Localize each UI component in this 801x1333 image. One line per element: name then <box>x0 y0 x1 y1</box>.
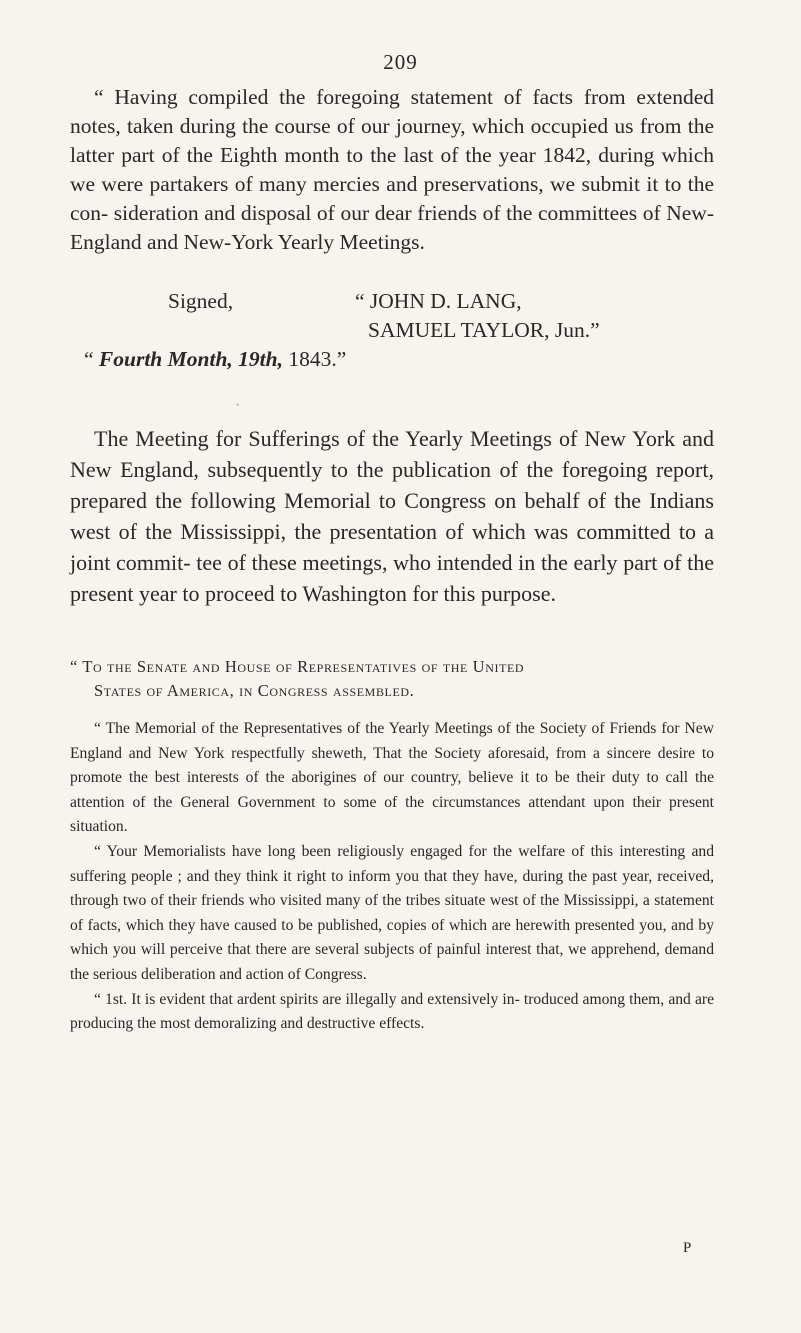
stray-mark: • <box>236 400 240 410</box>
memorial-heading-line-2: States of America, in Congress assembled. <box>94 681 415 700</box>
signed-label: Signed, <box>168 289 234 313</box>
letter-date <box>84 345 346 374</box>
memorial-paragraph-3: “ 1st. It is evident that ardent spirits are illegally and extensively in- troduced among them, and are producing the most demoralizing and destructive effects. <box>70 990 714 1033</box>
date-prefix: “ <box>84 347 94 371</box>
signer-john-d-lang: “ JOHN D. LANG, <box>355 289 522 313</box>
memorial-body <box>70 717 714 1037</box>
page-number: 209 <box>383 50 418 74</box>
signature-mark: P <box>683 1240 692 1256</box>
letter-paragraph <box>70 83 714 257</box>
date-year: 1843.” <box>288 347 347 371</box>
signature-block <box>70 287 714 377</box>
memorial-heading-line-1: “ To the Senate and House of Representatives of the United <box>70 657 525 676</box>
narrative-paragraph <box>70 423 714 609</box>
memorial-paragraph-1: “ The Memorial of the Representatives of the Yearly Meetings of the Society of Friends for New England and New York respectfully sheweth, That the Society aforesaid, from a sincere desire to promote the best interests of the aborigines of our country, believe it to be their duty to call the attention of the General Government to some of the circumstances attendant upon their present situation. <box>70 720 714 836</box>
signer-samuel-taylor: SAMUEL TAYLOR, Jun.” <box>368 318 600 342</box>
memorial-heading <box>70 655 714 703</box>
memorial-paragraph-2: “ Your Memorialists have long been religiously engaged for the welfare of this interesting and suffering people ; and they think it right to inform you that they have, during the past year, received, through two of their friends who visited many of the tribes situate west of the Mississippi, a statement of facts, which they have caused to be published, copies of which are herewith presented you, and by which you will perceive that there are several subjects of painful interest that, we apprehend, demand the serious deliberation and action of Congress. <box>70 842 714 983</box>
narrative-text: The Meeting for Sufferings of the Yearly Meetings of New York and New England, subsequently to the publication of the foregoing report, prepared the following Memorial to Congress on behalf of the Indians west of the Mississippi, the presentation of which was committed to a joint commit- tee of these meetings, who intended in the early part of the present year to proceed to Washington for this purpose. <box>70 426 714 606</box>
date-italic: Fourth Month, 19th, <box>98 347 283 371</box>
letter-text: “ Having compiled the foregoing statement of facts from extended notes, taken during the course of our journey, which occupied us from the latter part of the Eighth month to the last of the year 1842, during which we were partakers of many mercies and preservations, we submit it to the con- sideration and disposal of our dear friends of the committees of New-England and New-York Yearly Meetings. <box>70 85 714 254</box>
